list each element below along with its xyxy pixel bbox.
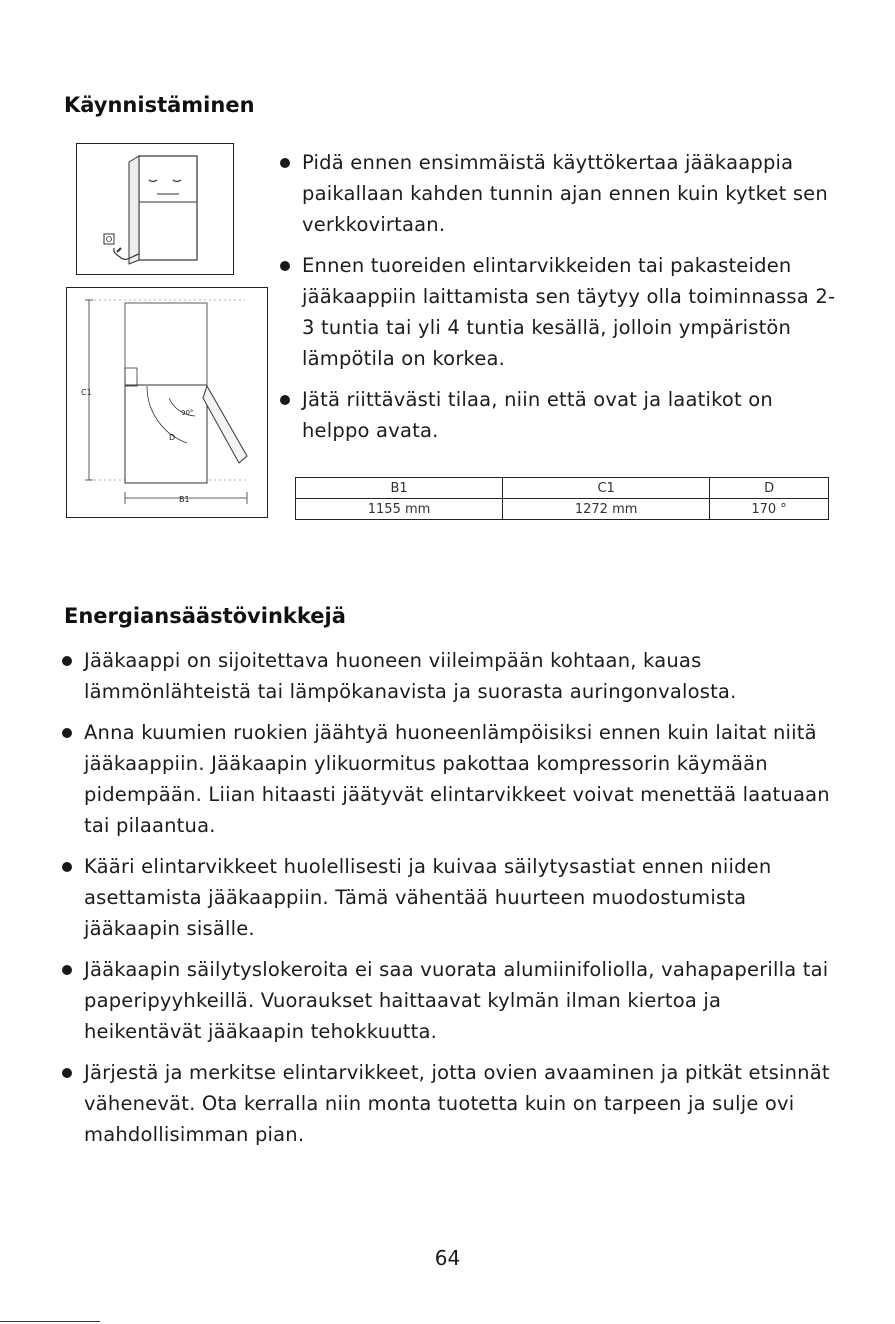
bullet-dot	[62, 1068, 72, 1078]
bullet-dot	[62, 728, 72, 738]
label-b1: B1	[179, 495, 190, 504]
table-header-row	[296, 478, 829, 499]
list-item: Anna kuumien ruokien jäähtyä huoneenlämpöisiksi ennen kuin laitat niitä jääkaappiin. Jääkaapin ylikuormitus pakottaa kompressorin käymään pidempään. Liian hitaasti jäätyvät elintarvikkeet voivat menettää laatuaan tai pilaantua.	[62, 717, 842, 841]
table-cell-c1: 1272 mm	[503, 499, 710, 520]
list-item: Kääri elintarvikkeet huolellisesti ja kuivaa säilytysastiat ennen niiden asettamista jääkaappiin. Tämä vähentää huurteen muodostumista jääkaapin sisälle.	[62, 851, 842, 944]
table-row	[296, 499, 829, 520]
bullet-dot	[62, 965, 72, 975]
page-number: 64	[434, 1246, 461, 1270]
list-item: Pidä ennen ensimmäistä käyttökertaa jääkaappia paikallaan kahden tunnin ajan ennen kuin kytket sen verkkovirtaan.	[280, 147, 840, 240]
fridge-plug-illustration	[76, 143, 234, 275]
bullet-dot	[62, 656, 72, 666]
table-header-d: D	[710, 478, 829, 499]
table-cell-d: 170 °	[710, 499, 829, 520]
bullet-dot	[62, 862, 72, 872]
table-cell-b1: 1155 mm	[296, 499, 503, 520]
footer-rule	[0, 1321, 100, 1322]
bullet-dot	[280, 261, 290, 271]
section-heading-energy-tips: Energiansäästövinkkejä	[64, 604, 346, 628]
clearance-diagram	[66, 287, 268, 518]
clearance-drawing	[67, 288, 267, 517]
table-header-c1: C1	[503, 478, 710, 499]
dimensions-table	[295, 477, 829, 520]
list-item: Jääkaappi on sijoitettava huoneen viileimpään kohtaan, kauas lämmönlähteistä tai lämpökanavista ja suorasta auringonvalosta.	[62, 645, 842, 707]
startup-bullet-list	[280, 147, 840, 456]
list-item: Jääkaapin säilytyslokeroita ei saa vuorata alumiinifoliolla, vahapaperilla tai paperipyyhkeillä. Vuoraukset haittaavat kylmän ilman kiertoa ja heikentävät jääkaapin tehokkuutta.	[62, 954, 842, 1047]
label-angle: 90°	[181, 409, 194, 417]
table-header-b1: B1	[296, 478, 503, 499]
energy-tips-bullet-list	[62, 645, 842, 1160]
label-c1: C1	[81, 388, 92, 397]
bullet-dot	[280, 158, 290, 168]
label-d: D	[169, 433, 176, 442]
section-heading-startup: Käynnistäminen	[64, 93, 255, 117]
list-item: Jätä riittävästi tilaa, niin että ovat ja laatikot on helppo avata.	[280, 384, 840, 446]
fridge-plug-drawing	[77, 144, 233, 274]
list-item: Ennen tuoreiden elintarvikkeiden tai pakasteiden jääkaappiin laittamista sen täytyy olla toiminnassa 2-3 tuntia tai yli 4 tuntia kesällä, jolloin ympäristön lämpötila on korkea.	[280, 250, 840, 374]
list-item: Järjestä ja merkitse elintarvikkeet, jotta ovien avaaminen ja pitkät etsinnät vähenevät. Ota kerralla niin monta tuotetta kuin on tarpeen ja sulje ovi mahdollisimman pian.	[62, 1057, 842, 1150]
bullet-dot	[280, 395, 290, 405]
